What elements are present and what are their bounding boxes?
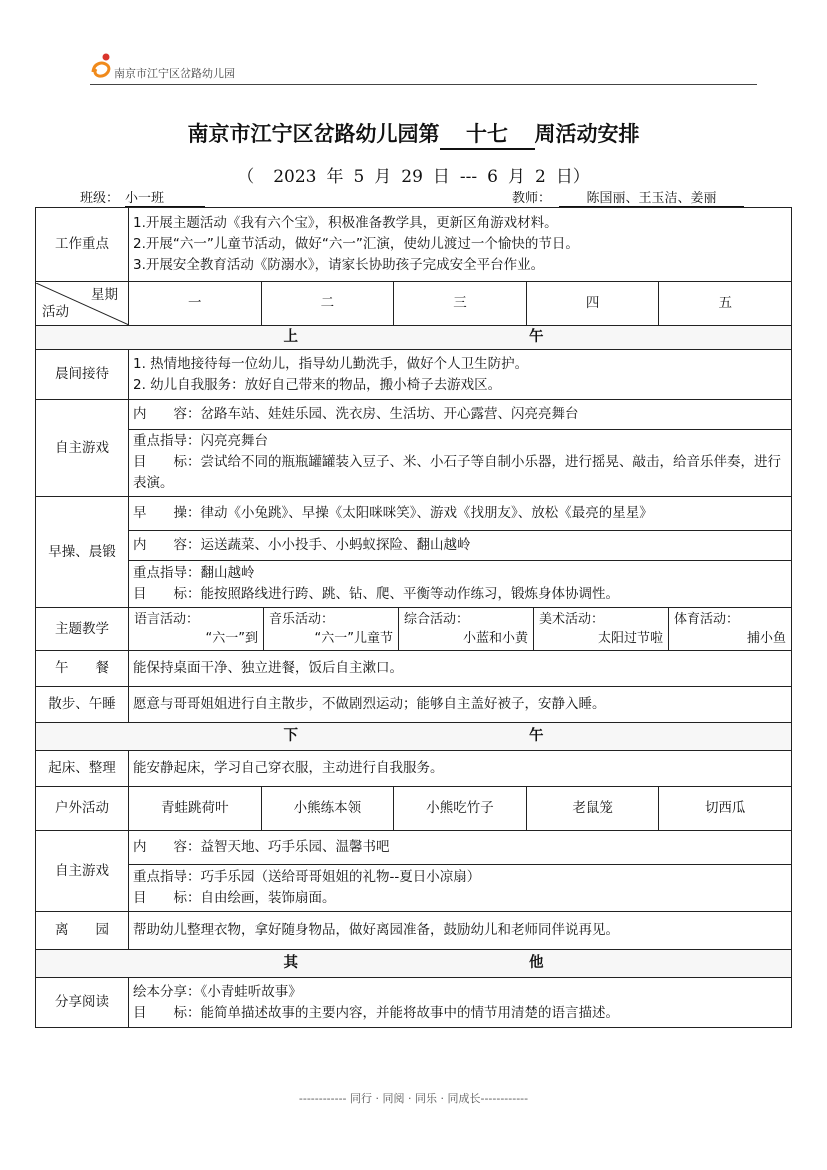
outdoor-activity: 切西瓜 <box>659 787 792 831</box>
theme-activity: 美术活动： 太阳过节啦 <box>534 608 669 650</box>
page-header <box>90 40 757 85</box>
weekday-header-row <box>36 282 792 326</box>
row-label: 自主游戏 <box>36 831 129 912</box>
focus-item: 2.开展“六一”儿童节活动，做好“六一”汇演，使幼儿渡过一个愉快的节日。 <box>133 236 579 252</box>
class-info: 班级： 小一班 <box>80 187 205 207</box>
row-label: 户外活动 <box>36 787 129 831</box>
theme-activity: 音乐活动： “六一”儿童节 <box>264 608 399 650</box>
diagonal-header-cell: 星期 活动 <box>36 283 128 325</box>
schedule-table <box>35 207 792 1028</box>
week-number: 十七 <box>440 118 535 150</box>
theme-teaching-row <box>36 608 792 651</box>
freeplay-am-row: 自主游戏 内 容：岔路车站、娃娃乐园、洗衣房、生活坊、开心露营、闪亮亮舞台 重点指导：闪亮亮舞台 目 标：尝试给不同的瓶瓶罐罐装入豆子、米、小石子等自制小乐器，进行摇晃、敲击，给音乐伴奏，进行表演。 <box>36 400 792 497</box>
nap-row: 散步、午睡 愿意与哥哥姐姐进行自主散步，不做剧烈运动；能够自主盖好被子，安静入睡。 <box>36 687 792 723</box>
focus-item: 3.开展安全教育活动《防溺水》，请家长协助孩子完成安全平台作业。 <box>133 257 545 273</box>
morning-exercise-row: 早操、晨锻 早 操：律动《小兔跳》、早操《太阳咪咪笑》、游戏《找朋友》、放松《最亮的星星》 内 容：运送蔬菜、小小投手、小蚂蚁探险、翻山越岭 重点指导：翻山越岭 目 标：能按照路线进行跨、跳、钻、爬、平衡等动作练习，锻炼身体协调性。 <box>36 497 792 608</box>
row-label: 早操、晨锻 <box>36 497 129 608</box>
teacher-value: 陈国丽、王玉洁、姜丽 <box>559 187 744 207</box>
lunch-row: 午 餐 能保持桌面干净、独立进餐，饭后自主漱口。 <box>36 651 792 687</box>
wake-row: 起床、整理 能安静起床，学习自己穿衣服，主动进行自我服务。 <box>36 751 792 787</box>
class-value: 小一班 <box>125 187 205 207</box>
row-label: 散步、午睡 <box>36 687 129 723</box>
row-label: 离 园 <box>36 912 129 950</box>
row-label: 分享阅读 <box>36 978 129 1028</box>
outdoor-activity: 小熊吃竹子 <box>394 787 527 831</box>
page-title: 南京市江宁区岔路幼儿园第 十七 周活动安排 <box>0 118 827 150</box>
row-label: 起床、整理 <box>36 751 129 787</box>
weekday: 五 <box>659 282 792 326</box>
outdoor-row <box>36 787 792 831</box>
focus-row <box>36 208 792 282</box>
outdoor-activity: 老鼠笼 <box>526 787 659 831</box>
weekday: 三 <box>394 282 527 326</box>
theme-activity: 综合活动： 小蓝和小黄 <box>399 608 534 650</box>
school-logo-icon <box>90 52 114 80</box>
outdoor-activity: 青蛙跳荷叶 <box>129 787 262 831</box>
outdoor-activity: 小熊练本领 <box>261 787 394 831</box>
theme-activity: 体育活动： 捕小鱼 <box>674 612 786 646</box>
reception-row: 晨间接待 1. 热情地接待每一位幼儿，指导幼儿勤洗手，做好个人卫生防护。 2. 幼儿自我服务：放好自己带来的物品，搬小椅子去游戏区。 <box>36 350 792 400</box>
focus-item: 1.开展主题活动《我有六个宝》，积极准备教学具，更新区角游戏材料。 <box>133 215 558 231</box>
freeplay-pm-row: 自主游戏 内 容：益智天地、巧手乐园、温馨书吧 重点指导：巧手乐园（送给哥哥姐姐的礼物--夏日小凉扇） 目 标：自由绘画，装饰扇面。 <box>36 831 792 912</box>
row-label: 晨间接待 <box>36 350 129 400</box>
leave-row: 离 园 帮助幼儿整理衣物，拿好随身物品，做好离园准备，鼓励幼儿和老师同伴说再见。 <box>36 912 792 950</box>
section-other: 其 他 <box>36 950 792 978</box>
row-label: 午 餐 <box>36 651 129 687</box>
weekday: 四 <box>526 282 659 326</box>
weekday: 二 <box>261 282 394 326</box>
header-school-name: 南京市江宁区岔路幼儿园 <box>114 67 235 80</box>
row-label: 主题教学 <box>36 608 129 651</box>
section-morning: 上 午 <box>36 326 792 350</box>
reading-row: 分享阅读 绘本分享：《小青蛙听故事》 目 标：能简单描述故事的主要内容，并能将故事中的情节用清楚的语言描述。 <box>36 978 792 1028</box>
page-footer: ------------ 同行 · 同阅 · 同乐 · 同成长------------ <box>298 1092 529 1105</box>
theme-activity: 语言活动： “六一”到 <box>129 608 264 650</box>
row-label: 工作重点 <box>36 208 129 282</box>
date-range: （ 2023 年 5 月 29 日 --- 6 月 2 日） <box>237 167 590 187</box>
teacher-info: 教师： 陈国丽、王玉洁、姜丽 <box>512 187 744 207</box>
row-label: 自主游戏 <box>36 400 129 497</box>
section-afternoon: 下 午 <box>36 723 792 751</box>
weekday: 一 <box>129 282 262 326</box>
